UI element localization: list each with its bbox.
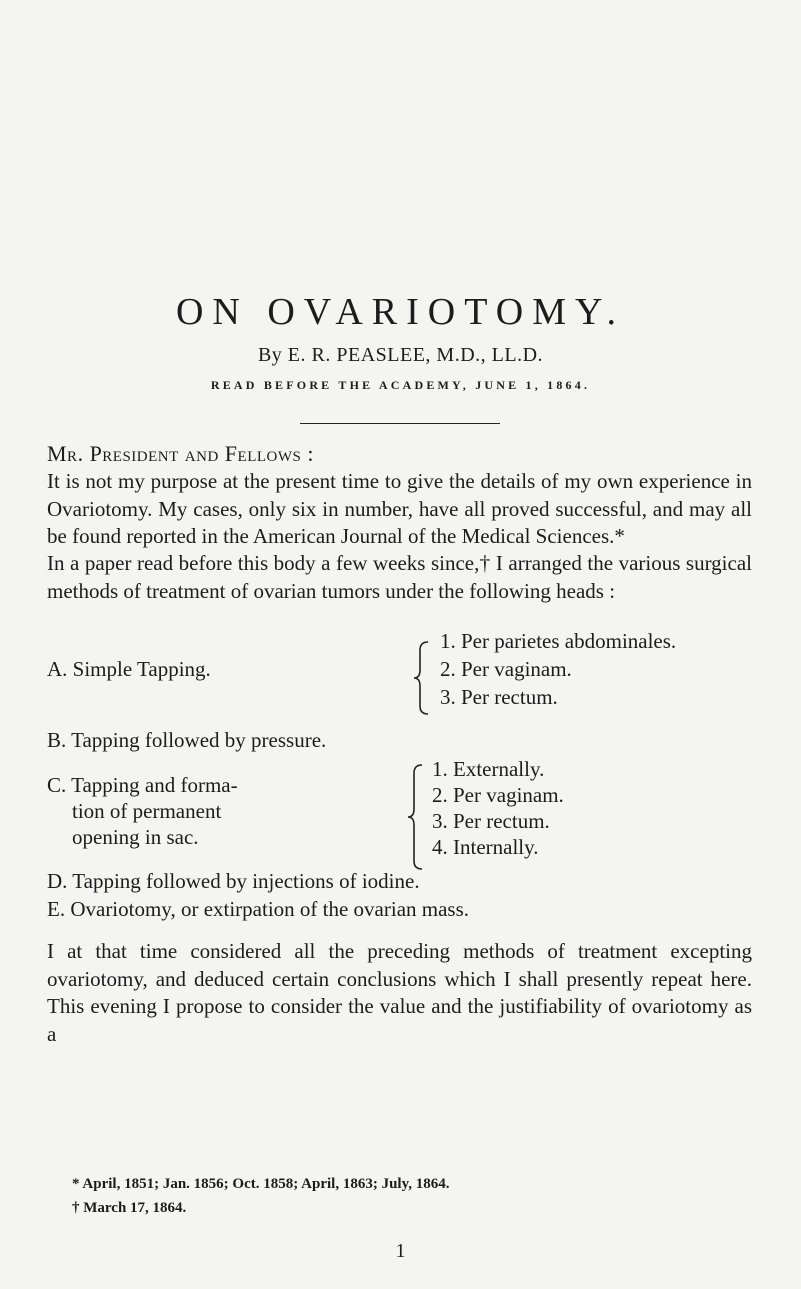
read-note: READ BEFORE THE ACADEMY, JUNE 1, 1864. <box>210 378 591 392</box>
method-c-label-line-2: tion of permanent <box>72 799 222 823</box>
footnote-1: * April, 1851; Jan. 1856; Oct. 1858; April, 1863; July, 1864. <box>72 1176 450 1192</box>
method-a-label: A. Simple Tapping. <box>47 657 211 681</box>
method-c-brace <box>404 763 426 871</box>
method-c-label-line-3: opening in sac. <box>72 825 199 849</box>
paragraph-2: In a paper read before this body a few weeks since,† I arranged the various surgical methods of treatment of ovarian tumors under the following heads : <box>47 551 752 603</box>
method-a-brace <box>410 640 432 716</box>
method-c-item-1: 1. Externally. <box>432 757 545 781</box>
method-c-label-line-1: C. Tapping and forma- <box>47 773 238 797</box>
method-e-label: E. Ovariotomy, or extirpation of the ovarian mass. <box>47 897 470 921</box>
paragraph-3: I at that time considered all the preceding methods of treatment excepting ovariotomy, and deduced certain conclusions which I shall presently repeat here. This evening I propose to consider the value and the justifiability of ovariotomy as a <box>47 939 752 1046</box>
article-title: ON OVARIOTOMY. <box>175 291 626 333</box>
method-d-label: D. Tapping followed by injections of iodine. <box>47 869 420 893</box>
method-c-item-3: 3. Per rectum. <box>432 809 550 833</box>
method-a-item-2: 2. Per vaginam. <box>440 657 572 681</box>
paragraph-1: It is not my purpose at the present time to give the details of my own experience in Ovariotomy. My cases, only six in number, have all proved successful, and may all be found reported in the American Journal of the Medical Sciences.* <box>47 469 752 548</box>
author-byline: By E. R. PEASLEE, M.D., LL.D. <box>257 344 544 366</box>
salutation: Mr. President and Fellows : <box>47 441 314 466</box>
method-b-label: B. Tapping followed by pressure. <box>47 728 327 752</box>
method-c-item-2: 2. Per vaginam. <box>432 783 564 807</box>
method-a-item-3: 3. Per rectum. <box>440 685 558 709</box>
method-c-item-4: 4. Internally. <box>432 835 539 859</box>
divider-rule <box>300 423 500 424</box>
footnote-2: † March 17, 1864. <box>72 1200 187 1216</box>
method-a-item-1: 1. Per parietes abdominales. <box>440 629 677 653</box>
page-number: 1 <box>395 1240 406 1262</box>
